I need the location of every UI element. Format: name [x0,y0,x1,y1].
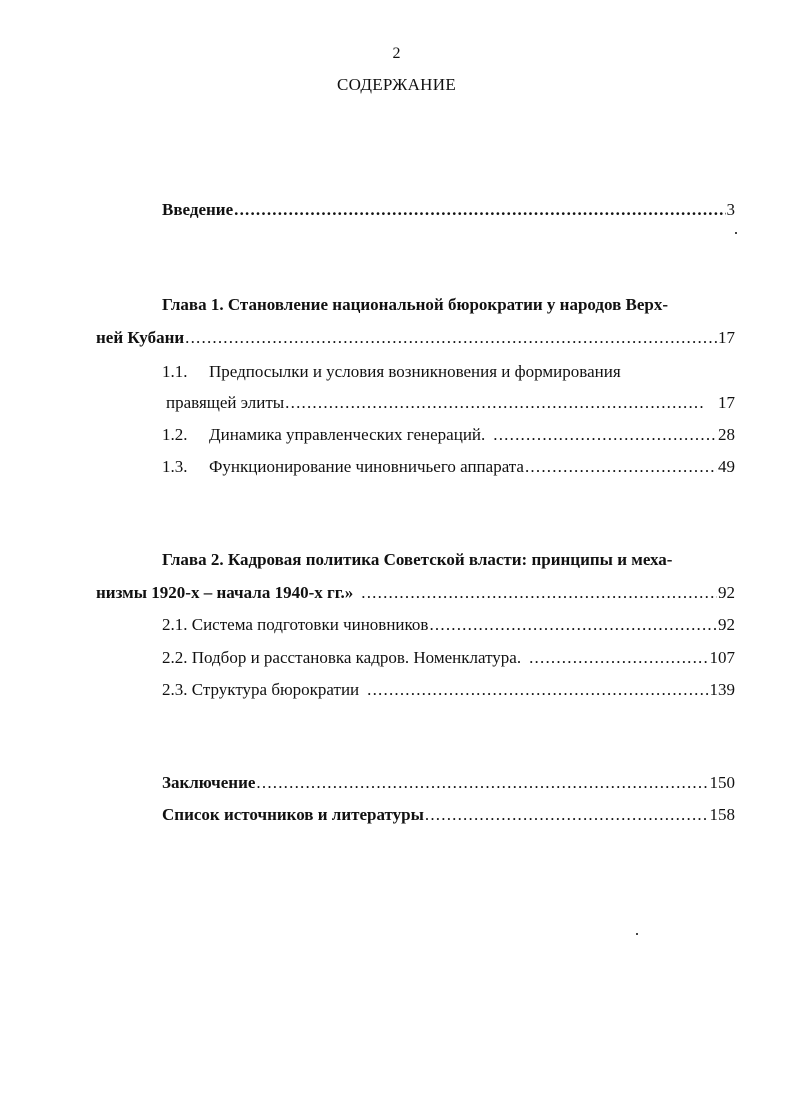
chapter2-line2: низмы 1920-х – начала 1940-х гг.» [96,583,354,602]
toc-entry-conclusion [162,773,735,793]
toc-page: 49 [718,457,735,476]
dot-leader [285,393,703,413]
toc-label: 2.3. Структура бюрократии [162,680,360,699]
toc-label [162,425,485,445]
chapter2-heading [162,550,735,570]
toc-page: 3 [726,200,735,219]
toc-label: 2.1. Система подготовки чиновников [162,615,429,634]
toc-page: 17 [718,393,735,412]
toc-label: Введение [162,200,234,219]
toc-label: Предпосылки и условия возникновения и формирования [209,362,621,381]
section-number: 1.2. [162,425,188,444]
toc-page: 92 [718,583,735,602]
toc-entry-2-3 [162,680,735,700]
dot-leader [429,615,717,635]
dot-leader [256,773,708,793]
toc-entry-2-2 [162,648,735,668]
page-title: СОДЕРЖАНИЕ [336,75,457,94]
dot-leader [361,583,717,603]
toc-page: 139 [709,680,735,699]
dot-leader [525,457,717,477]
toc-page: 107 [709,648,735,667]
toc-entry-1-3 [162,457,735,477]
toc-entry-sources [162,805,735,825]
toc-page: 17 [718,328,735,347]
toc-label [162,457,524,477]
dot-leader [367,680,708,700]
toc-page: 158 [709,805,735,824]
chapter1-heading [162,295,735,315]
toc-entry-intro [162,200,735,220]
dot-leader [529,648,708,668]
section-title: Функционирование чиновничьего аппарата [209,457,524,476]
toc-label: Заключение [162,773,256,792]
section-title: Динамика управленческих генераций. [209,425,486,444]
toc-page: 150 [709,773,735,792]
toc-label: правящей элиты [166,393,285,412]
toc-entry-chapter2 [96,583,735,603]
chapter1-line2: ней Кубани [96,328,185,347]
toc-entry-1-2 [162,425,735,445]
dot-leader [425,805,709,825]
toc-label: Список источников и литературы [162,805,424,824]
section-number: 1.1. [162,362,188,381]
toc-entry-2-1 [162,615,735,635]
scan-speck [735,232,737,234]
toc-page: 28 [718,425,735,444]
chapter1-line1: Глава 1. Становление национальной бюрократии у народов Верх- [162,295,669,314]
scan-speck [636,933,638,935]
toc-entry-1-1-cont [166,393,735,413]
chapter2-line1: Глава 2. Кадровая политика Советской власти: принципы и меха- [162,550,673,569]
toc-page: 92 [718,615,735,634]
dot-leader [493,425,717,445]
page-number: 2 [392,45,401,62]
toc-label: 2.2. Подбор и расстановка кадров. Номенклатура. [162,648,522,667]
section-number: 1.3. [162,457,188,476]
dot-leader [234,200,725,220]
dot-leader [185,328,717,348]
toc-entry-chapter1 [96,328,735,348]
toc-entry-1-1 [162,362,621,382]
